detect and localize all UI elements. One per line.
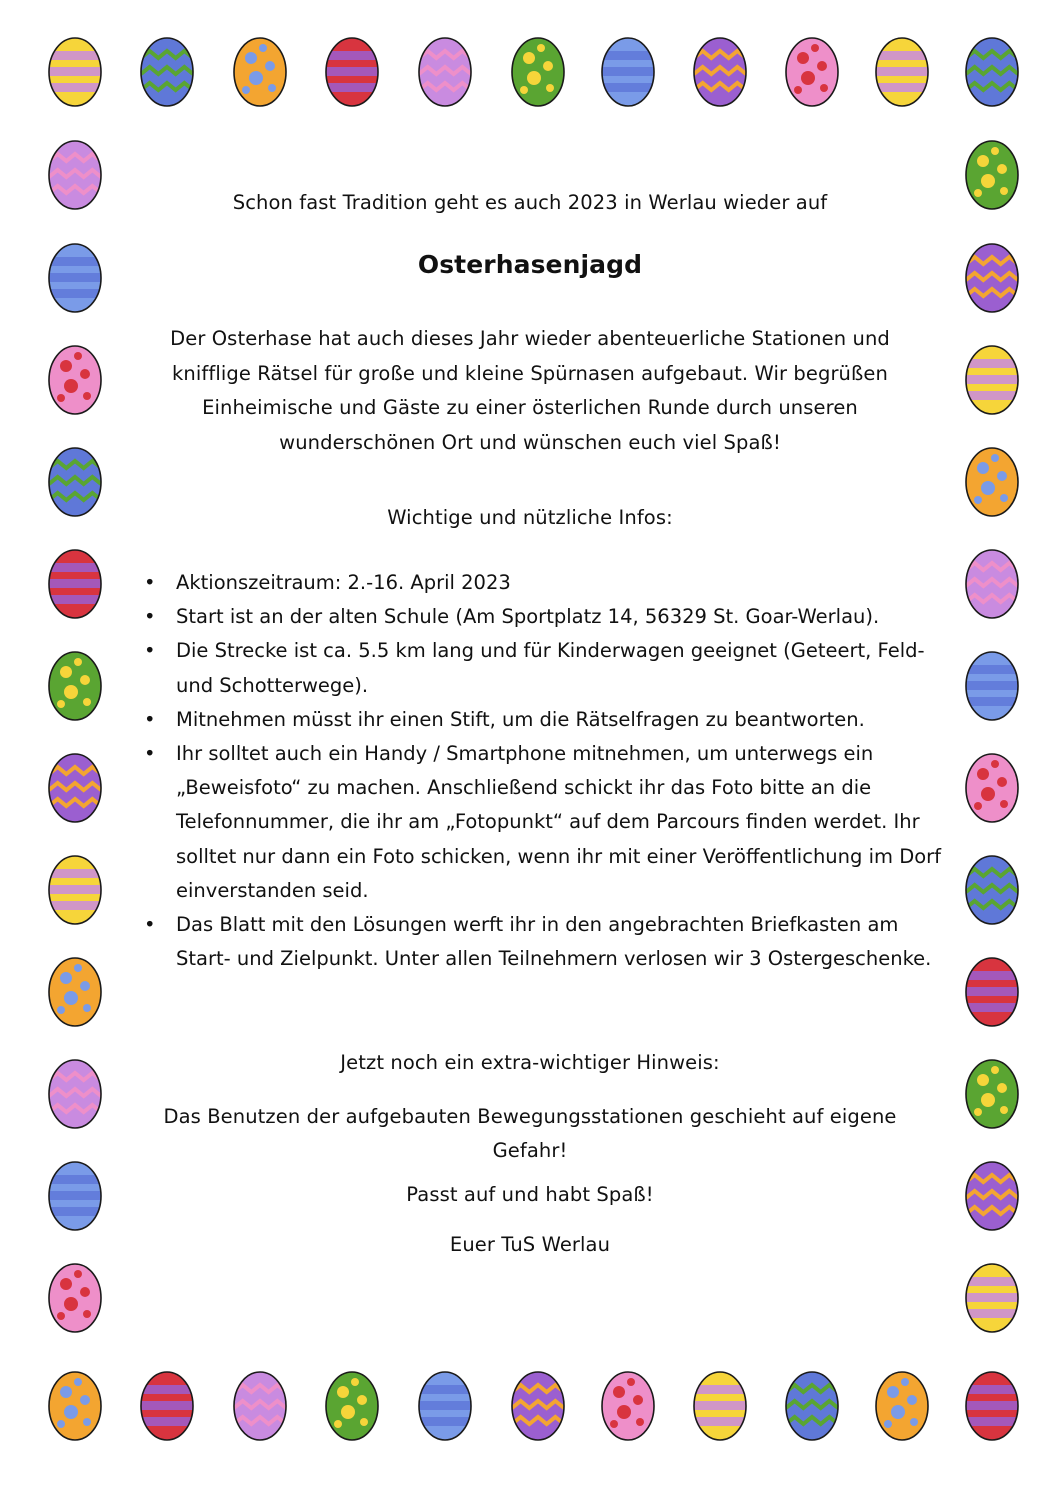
easter-egg-icon xyxy=(966,141,1018,209)
easter-egg-icon xyxy=(694,1372,746,1440)
easter-egg-icon xyxy=(49,1060,101,1128)
signature: Euer TuS Werlau xyxy=(449,1233,611,1256)
easter-egg-icon xyxy=(876,38,928,106)
easter-egg-icon xyxy=(326,1372,378,1440)
easter-egg-icon xyxy=(512,1372,564,1440)
easter-egg-icon xyxy=(49,652,101,720)
easter-egg-icon xyxy=(966,652,1018,720)
easter-egg-icon xyxy=(966,1264,1018,1332)
easter-egg-icon xyxy=(966,38,1018,106)
easter-egg-icon xyxy=(966,754,1018,822)
easter-egg-icon xyxy=(49,958,101,1026)
easter-egg-icon xyxy=(602,38,654,106)
description: Der Osterhase hat auch dieses Jahr wieder abenteuerliche Stationen und knifflige Rätsel für große und kleine Spürnasen aufgebaut. Wir begrüßen Einheimische und Gäste zu einer österlichen Runde durch unseren wunderschönen Ort und wünschen euch viel Spaß! xyxy=(170,327,890,454)
easter-egg-icon xyxy=(966,1372,1018,1440)
info-item-solutions: • Das Blatt mit den Lösungen werft ihr in den angebrachten Briefkasten am Start- und Zielpunkt. Unter allen Teilnehmern verlosen wir 3 Ostergeschenke. xyxy=(144,908,944,976)
easter-egg-icon xyxy=(966,958,1018,1026)
easter-egg-icon xyxy=(786,38,838,106)
easter-egg-icon xyxy=(326,38,378,106)
easter-egg-icon xyxy=(49,448,101,516)
easter-egg-icon xyxy=(966,1162,1018,1230)
info-list xyxy=(144,566,944,976)
easter-egg-icon xyxy=(49,1264,101,1332)
easter-egg-icon xyxy=(966,1060,1018,1128)
infos-heading: Wichtige und nützliche Infos: xyxy=(387,506,673,529)
easter-egg-icon xyxy=(49,141,101,209)
info-item-photo: • Ihr solltet auch ein Handy / Smartphone mitnehmen, um unterwegs ein „Beweisfoto“ zu machen. Anschließend schickt ihr das Foto bitte an die Telefonnummer, die ihr am „Fotopunkt“ auf dem Parcours finden werdet. Ihr solltet nur dann ein Foto schicken, wenn ihr mit einer Veröffentlichung im Dorf einverstanden seid. xyxy=(144,737,944,908)
easter-egg-icon xyxy=(966,346,1018,414)
hint-heading: Jetzt noch ein extra-wichtiger Hinweis: xyxy=(340,1051,720,1074)
easter-egg-icon xyxy=(49,856,101,924)
easter-egg-icon xyxy=(602,1372,654,1440)
easter-egg-icon xyxy=(876,1372,928,1440)
easter-egg-icon xyxy=(234,1372,286,1440)
hint-text: Das Benutzen der aufgebauten Bewegungsstationen geschieht auf eigene Gefahr! xyxy=(163,1105,897,1162)
easter-egg-icon xyxy=(419,38,471,106)
easter-egg-icon xyxy=(49,754,101,822)
easter-egg-icon xyxy=(966,550,1018,618)
easter-egg-icon xyxy=(966,244,1018,312)
info-item-route: • Die Strecke ist ca. 5.5 km lang und für Kinderwagen geeignet (Geteert, Feld- und Schotterwege). xyxy=(144,634,944,702)
intro-text: Schon fast Tradition geht es auch 2023 in Werlau wieder auf xyxy=(232,191,828,214)
easter-egg-icon xyxy=(49,1162,101,1230)
page-title: Osterhasenjagd xyxy=(417,250,643,279)
easter-egg-icon xyxy=(966,448,1018,516)
easter-egg-icon xyxy=(49,550,101,618)
easter-egg-icon xyxy=(512,38,564,106)
info-item-pen: • Mitnehmen müsst ihr einen Stift, um die Rätselfragen zu beantworten. xyxy=(144,703,944,737)
easter-egg-icon xyxy=(694,38,746,106)
closing-text: Passt auf und habt Spaß! xyxy=(406,1183,654,1206)
easter-egg-icon xyxy=(234,38,286,106)
easter-egg-icon xyxy=(141,1372,193,1440)
info-item-period: • Aktionszeitraum: 2.-16. April 2023 xyxy=(144,566,944,600)
easter-egg-icon xyxy=(141,38,193,106)
info-item-start: • Start ist an der alten Schule (Am Sportplatz 14, 56329 St. Goar-Werlau). xyxy=(144,600,944,634)
easter-egg-icon xyxy=(49,38,101,106)
easter-egg-icon xyxy=(966,856,1018,924)
easter-egg-icon xyxy=(786,1372,838,1440)
easter-egg-icon xyxy=(49,244,101,312)
easter-egg-icon xyxy=(49,1372,101,1440)
easter-egg-icon xyxy=(49,346,101,414)
easter-egg-icon xyxy=(419,1372,471,1440)
